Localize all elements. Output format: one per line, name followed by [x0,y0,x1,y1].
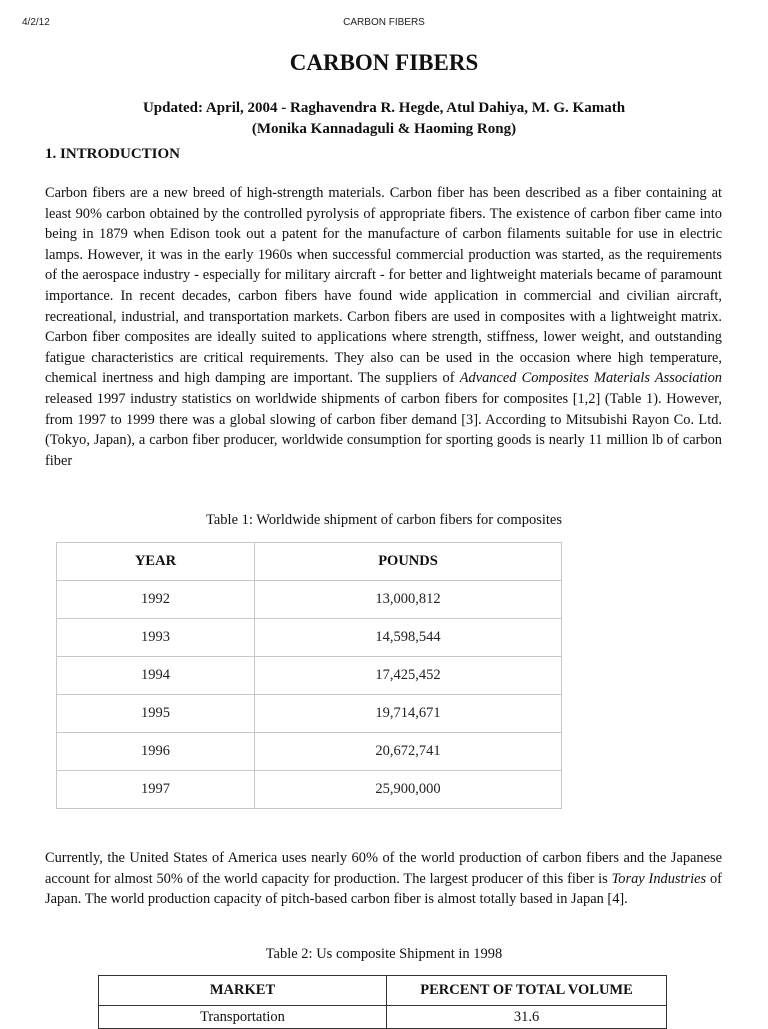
table-cell: 1993 [57,619,255,657]
table-row [57,771,562,809]
table-cell: Transportation [99,1006,387,1029]
paragraph-text: of Japan. The world production capacity of pitch-based carbon fiber is almost totally based in Japan [4]. [45,870,722,908]
table-header-cell: YEAR [57,543,255,581]
byline-authors: Updated: April, 2004 - Raghavendra R. Hegde, Atul Dahiya, M. G. Kamath [142,100,626,116]
table-cell: 14,598,544 [255,619,562,657]
table-header-cell: POUNDS [255,543,562,581]
table-cell: 1996 [57,733,255,771]
header-running-title: CARBON FIBERS [343,17,425,28]
production-paragraph [45,848,722,910]
table-header-cell: PERCENT OF TOTAL VOLUME [387,976,667,1006]
table-header-row [57,543,562,581]
table-row [57,695,562,733]
document-title: CARBON FIBERS [289,50,479,75]
intro-paragraph [45,183,722,471]
table-row [57,733,562,771]
table-cell: 1994 [57,657,255,695]
header-date: 4/2/12 [22,17,50,28]
table-row [57,657,562,695]
byline [0,98,768,140]
table-cell: 31.6 [387,1006,667,1029]
table1-caption: Table 1: Worldwide shipment of carbon fibers for composites [206,512,562,528]
table-row [57,619,562,657]
page-header [22,17,746,31]
shipment-table [56,542,562,809]
table-header-cell: MARKET [99,976,387,1006]
table-header-row [99,976,667,1006]
table-row [57,581,562,619]
paragraph-italic-text: Advanced Composites Materials Association [459,370,722,387]
table-cell: 19,714,671 [255,695,562,733]
table-cell: 1992 [57,581,255,619]
section-heading: 1. INTRODUCTION [45,146,181,162]
table-cell: 13,000,812 [255,581,562,619]
paragraph-text: released 1997 industry statistics on worldwide shipments of carbon fibers for composites [1,2] (Table 1). However, from 1997 to 1999 there was a global slowing of carbon fiber demand [3]. According to Mitsubishi Rayon Co. Ltd. (Tokyo, Japan), a carbon fiber producer, worldwide consumption for sporting goods is nearly 11 million lb of carbon fiber [45,390,722,469]
table-cell: 1997 [57,771,255,809]
table-cell: 25,900,000 [255,771,562,809]
table-row [99,1006,667,1029]
paragraph-italic-text: Toray Industries [611,870,707,887]
table-cell: 17,425,452 [255,657,562,695]
table-cell: 20,672,741 [255,733,562,771]
composite-shipment-table [98,975,667,1029]
paragraph-text: Carbon fibers are a new breed of high-strength materials. Carbon fiber has been described as a fiber containing at least 90% carbon obtained by the controlled pyrolysis of appropriate fibers. The existence of carbon fiber came into being in 1879 when Edison took out a patent for the manufacture of carbon filaments suitable for use in electric lamps. However, it was in the early 1960s when successful commercial production was started, as the requirements of the aerospace industry - especially for military aircraft - for better and lightweight materials became of paramount importance. In recent decades, carbon fibers have found wide application in commercial and civilian aircraft, recreational, industrial, and transportation markets. Carbon fibers are used in composites with a lightweight matrix. Carbon fiber composites are ideally suited to applications where strength, stiffness, lower weight, and outstanding fatigue characteristics are critical requirements. They also can be used in the occasion where high temperature, chemical inertness and high damping are important. The suppliers of [45,185,722,387]
byline-contributors: (Monika Kannadaguli & Haoming Rong) [251,121,517,137]
paragraph-text: Currently, the United States of America uses nearly 60% of the world production of carbon fibers and the Japanese account for almost 50% of the world capacity for production. The largest producer of this fiber is [45,850,722,887]
table2-caption: Table 2: Us composite Shipment in 1998 [265,946,503,962]
table-cell: 1995 [57,695,255,733]
